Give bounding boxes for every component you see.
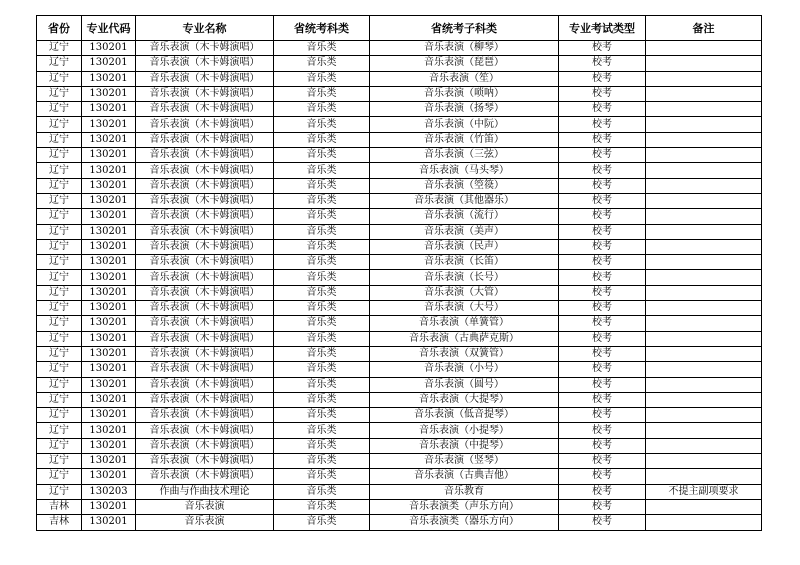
- cell-remark: [646, 392, 762, 407]
- cell-remark: 不提主副项要求: [646, 484, 762, 499]
- cell-province: 辽宁: [37, 270, 82, 285]
- cell-exam-type: 校考: [559, 301, 646, 316]
- header-exam-type: 专业考试类型: [559, 16, 646, 41]
- cell-exam-category: 音乐类: [274, 71, 370, 86]
- cell-remark: [646, 224, 762, 239]
- cell-exam-category: 音乐类: [274, 316, 370, 331]
- cell-exam-subcategory: 音乐表演（中阮）: [370, 117, 559, 132]
- cell-exam-category: 音乐类: [274, 423, 370, 438]
- table-row: [37, 316, 762, 331]
- table-row: [37, 255, 762, 270]
- cell-name: 音乐表演（木卡姆演唱）: [136, 163, 274, 178]
- cell-name: 音乐表演（木卡姆演唱）: [136, 285, 274, 300]
- cell-code: 130201: [82, 178, 136, 193]
- cell-exam-category: 音乐类: [274, 193, 370, 208]
- cell-name: 音乐表演（木卡姆演唱）: [136, 270, 274, 285]
- cell-remark: [646, 346, 762, 361]
- cell-exam-type: 校考: [559, 102, 646, 117]
- cell-code: 130201: [82, 255, 136, 270]
- table-row: [37, 71, 762, 86]
- cell-remark: [646, 239, 762, 254]
- cell-exam-type: 校考: [559, 209, 646, 224]
- cell-exam-category: 音乐类: [274, 499, 370, 514]
- cell-remark: [646, 270, 762, 285]
- cell-name: 音乐表演（木卡姆演唱）: [136, 148, 274, 163]
- table-row: [37, 285, 762, 300]
- cell-exam-subcategory: 音乐表演（小提琴）: [370, 423, 559, 438]
- cell-exam-subcategory: 音乐教育: [370, 484, 559, 499]
- cell-exam-type: 校考: [559, 178, 646, 193]
- cell-province: 辽宁: [37, 163, 82, 178]
- header-remark: 备注: [646, 16, 762, 41]
- cell-exam-subcategory: 音乐表演（美声）: [370, 224, 559, 239]
- cell-exam-type: 校考: [559, 132, 646, 147]
- cell-name: 音乐表演（木卡姆演唱）: [136, 102, 274, 117]
- cell-exam-type: 校考: [559, 285, 646, 300]
- cell-exam-type: 校考: [559, 117, 646, 132]
- cell-province: 辽宁: [37, 454, 82, 469]
- cell-exam-category: 音乐类: [274, 408, 370, 423]
- cell-exam-subcategory: 音乐表演（圆号）: [370, 377, 559, 392]
- cell-exam-type: 校考: [559, 392, 646, 407]
- cell-name: 音乐表演（木卡姆演唱）: [136, 362, 274, 377]
- cell-exam-category: 音乐类: [274, 178, 370, 193]
- cell-exam-category: 音乐类: [274, 377, 370, 392]
- cell-code: 130201: [82, 117, 136, 132]
- cell-code: 130201: [82, 316, 136, 331]
- cell-exam-category: 音乐类: [274, 209, 370, 224]
- table-row: [37, 102, 762, 117]
- cell-name: 音乐表演: [136, 499, 274, 514]
- cell-code: 130201: [82, 102, 136, 117]
- cell-exam-subcategory: 音乐表演类（声乐方向）: [370, 499, 559, 514]
- cell-code: 130201: [82, 346, 136, 361]
- cell-province: 辽宁: [37, 239, 82, 254]
- cell-exam-type: 校考: [559, 224, 646, 239]
- cell-remark: [646, 193, 762, 208]
- table-row: [37, 224, 762, 239]
- table-row: [37, 454, 762, 469]
- cell-exam-category: 音乐类: [274, 362, 370, 377]
- table-row: [37, 331, 762, 346]
- cell-exam-type: 校考: [559, 454, 646, 469]
- cell-exam-category: 音乐类: [274, 285, 370, 300]
- cell-code: 130201: [82, 469, 136, 484]
- cell-exam-subcategory: 音乐表演（民声）: [370, 239, 559, 254]
- cell-name: 音乐表演（木卡姆演唱）: [136, 346, 274, 361]
- cell-name: 音乐表演（木卡姆演唱）: [136, 408, 274, 423]
- cell-province: 辽宁: [37, 86, 82, 101]
- cell-exam-category: 音乐类: [274, 301, 370, 316]
- cell-remark: [646, 178, 762, 193]
- cell-remark: [646, 102, 762, 117]
- table-body: [37, 41, 762, 531]
- cell-exam-type: 校考: [559, 56, 646, 71]
- cell-exam-type: 校考: [559, 86, 646, 101]
- cell-exam-subcategory: 音乐表演（小号）: [370, 362, 559, 377]
- cell-province: 辽宁: [37, 148, 82, 163]
- header-row: [37, 16, 762, 41]
- cell-exam-subcategory: 音乐表演（箜篌）: [370, 178, 559, 193]
- cell-code: 130201: [82, 438, 136, 453]
- cell-exam-subcategory: 音乐表演类（器乐方向）: [370, 515, 559, 530]
- cell-name: 音乐表演（木卡姆演唱）: [136, 239, 274, 254]
- cell-remark: [646, 148, 762, 163]
- cell-exam-category: 音乐类: [274, 86, 370, 101]
- cell-province: 辽宁: [37, 117, 82, 132]
- cell-remark: [646, 515, 762, 530]
- table-row: [37, 178, 762, 193]
- cell-province: 辽宁: [37, 193, 82, 208]
- cell-province: 辽宁: [37, 102, 82, 117]
- table-row: [37, 132, 762, 147]
- cell-exam-type: 校考: [559, 408, 646, 423]
- cell-exam-category: 音乐类: [274, 255, 370, 270]
- cell-code: 130201: [82, 362, 136, 377]
- cell-exam-subcategory: 音乐表演（大提琴）: [370, 392, 559, 407]
- table-row: [37, 515, 762, 530]
- cell-exam-category: 音乐类: [274, 270, 370, 285]
- cell-exam-type: 校考: [559, 255, 646, 270]
- cell-remark: [646, 132, 762, 147]
- table-row: [37, 346, 762, 361]
- table-row: [37, 163, 762, 178]
- cell-remark: [646, 56, 762, 71]
- cell-exam-type: 校考: [559, 163, 646, 178]
- cell-name: 作曲与作曲技术理论: [136, 484, 274, 499]
- cell-code: 130201: [82, 239, 136, 254]
- admissions-table-container: [36, 15, 761, 531]
- header-province: 省份: [37, 16, 82, 41]
- cell-code: 130201: [82, 71, 136, 86]
- cell-name: 音乐表演（木卡姆演唱）: [136, 209, 274, 224]
- cell-exam-subcategory: 音乐表演（低音提琴）: [370, 408, 559, 423]
- table-row: [37, 117, 762, 132]
- cell-remark: [646, 438, 762, 453]
- cell-province: 辽宁: [37, 41, 82, 56]
- cell-province: 辽宁: [37, 377, 82, 392]
- cell-code: 130201: [82, 515, 136, 530]
- cell-province: 辽宁: [37, 132, 82, 147]
- cell-code: 130201: [82, 377, 136, 392]
- cell-exam-type: 校考: [559, 193, 646, 208]
- cell-name: 音乐表演（木卡姆演唱）: [136, 331, 274, 346]
- header-exam-subcategory: 省统考子科类: [370, 16, 559, 41]
- cell-exam-category: 音乐类: [274, 454, 370, 469]
- cell-name: 音乐表演（木卡姆演唱）: [136, 377, 274, 392]
- cell-exam-subcategory: 音乐表演（单簧管）: [370, 316, 559, 331]
- cell-code: 130201: [82, 331, 136, 346]
- table-row: [37, 423, 762, 438]
- cell-exam-type: 校考: [559, 71, 646, 86]
- cell-code: 130201: [82, 454, 136, 469]
- cell-code: 130201: [82, 270, 136, 285]
- cell-code: 130201: [82, 86, 136, 101]
- cell-province: 辽宁: [37, 209, 82, 224]
- cell-exam-subcategory: 音乐表演（其他器乐）: [370, 193, 559, 208]
- cell-province: 辽宁: [37, 438, 82, 453]
- table-row: [37, 239, 762, 254]
- cell-exam-type: 校考: [559, 239, 646, 254]
- cell-remark: [646, 316, 762, 331]
- cell-province: 辽宁: [37, 71, 82, 86]
- cell-exam-type: 校考: [559, 331, 646, 346]
- cell-province: 吉林: [37, 515, 82, 530]
- table-row: [37, 484, 762, 499]
- cell-remark: [646, 41, 762, 56]
- cell-exam-subcategory: 音乐表演（竹笛）: [370, 132, 559, 147]
- cell-remark: [646, 163, 762, 178]
- cell-exam-category: 音乐类: [274, 132, 370, 147]
- cell-exam-subcategory: 音乐表演（流行）: [370, 209, 559, 224]
- cell-code: 130203: [82, 484, 136, 499]
- table-row: [37, 148, 762, 163]
- table-row: [37, 270, 762, 285]
- table-row: [37, 56, 762, 71]
- cell-exam-subcategory: 音乐表演（长号）: [370, 270, 559, 285]
- cell-exam-subcategory: 音乐表演（马头琴）: [370, 163, 559, 178]
- cell-remark: [646, 377, 762, 392]
- cell-name: 音乐表演（木卡姆演唱）: [136, 41, 274, 56]
- table-header: [37, 16, 762, 41]
- cell-exam-subcategory: 音乐表演（大管）: [370, 285, 559, 300]
- cell-code: 130201: [82, 499, 136, 514]
- cell-remark: [646, 499, 762, 514]
- cell-name: 音乐表演: [136, 515, 274, 530]
- cell-remark: [646, 469, 762, 484]
- cell-name: 音乐表演（木卡姆演唱）: [136, 132, 274, 147]
- cell-exam-category: 音乐类: [274, 56, 370, 71]
- cell-exam-type: 校考: [559, 423, 646, 438]
- cell-exam-type: 校考: [559, 316, 646, 331]
- cell-exam-type: 校考: [559, 515, 646, 530]
- cell-code: 130201: [82, 392, 136, 407]
- table-row: [37, 408, 762, 423]
- cell-exam-subcategory: 音乐表演（双簧管）: [370, 346, 559, 361]
- cell-remark: [646, 117, 762, 132]
- cell-exam-category: 音乐类: [274, 148, 370, 163]
- cell-name: 音乐表演（木卡姆演唱）: [136, 454, 274, 469]
- cell-exam-subcategory: 音乐表演（扬琴）: [370, 102, 559, 117]
- cell-exam-subcategory: 音乐表演（竖琴）: [370, 454, 559, 469]
- cell-name: 音乐表演（木卡姆演唱）: [136, 178, 274, 193]
- cell-exam-subcategory: 音乐表演（三弦）: [370, 148, 559, 163]
- cell-province: 辽宁: [37, 316, 82, 331]
- cell-exam-type: 校考: [559, 499, 646, 514]
- cell-remark: [646, 301, 762, 316]
- table-row: [37, 499, 762, 514]
- cell-remark: [646, 331, 762, 346]
- cell-exam-subcategory: 音乐表演（琵琶）: [370, 56, 559, 71]
- cell-exam-type: 校考: [559, 346, 646, 361]
- cell-province: 辽宁: [37, 331, 82, 346]
- cell-code: 130201: [82, 132, 136, 147]
- table-row: [37, 377, 762, 392]
- cell-province: 辽宁: [37, 285, 82, 300]
- cell-exam-type: 校考: [559, 484, 646, 499]
- cell-code: 130201: [82, 408, 136, 423]
- table-row: [37, 362, 762, 377]
- cell-exam-subcategory: 音乐表演（中提琴）: [370, 438, 559, 453]
- cell-exam-subcategory: 音乐表演（唢呐）: [370, 86, 559, 101]
- cell-exam-category: 音乐类: [274, 392, 370, 407]
- cell-province: 辽宁: [37, 362, 82, 377]
- cell-exam-subcategory: 音乐表演（古典萨克斯）: [370, 331, 559, 346]
- cell-remark: [646, 209, 762, 224]
- cell-name: 音乐表演（木卡姆演唱）: [136, 255, 274, 270]
- cell-exam-category: 音乐类: [274, 346, 370, 361]
- table-row: [37, 209, 762, 224]
- cell-exam-type: 校考: [559, 148, 646, 163]
- cell-exam-type: 校考: [559, 41, 646, 56]
- cell-name: 音乐表演（木卡姆演唱）: [136, 224, 274, 239]
- header-code: 专业代码: [82, 16, 136, 41]
- cell-exam-category: 音乐类: [274, 515, 370, 530]
- cell-name: 音乐表演（木卡姆演唱）: [136, 71, 274, 86]
- cell-province: 辽宁: [37, 346, 82, 361]
- cell-exam-category: 音乐类: [274, 41, 370, 56]
- table-row: [37, 438, 762, 453]
- cell-province: 吉林: [37, 499, 82, 514]
- cell-exam-category: 音乐类: [274, 438, 370, 453]
- cell-name: 音乐表演（木卡姆演唱）: [136, 301, 274, 316]
- table-row: [37, 392, 762, 407]
- cell-exam-category: 音乐类: [274, 469, 370, 484]
- header-exam-category: 省统考科类: [274, 16, 370, 41]
- cell-province: 辽宁: [37, 56, 82, 71]
- cell-remark: [646, 362, 762, 377]
- table-row: [37, 301, 762, 316]
- cell-code: 130201: [82, 148, 136, 163]
- cell-remark: [646, 285, 762, 300]
- cell-remark: [646, 86, 762, 101]
- cell-province: 辽宁: [37, 408, 82, 423]
- cell-exam-subcategory: 音乐表演（柳琴）: [370, 41, 559, 56]
- cell-code: 130201: [82, 423, 136, 438]
- cell-remark: [646, 71, 762, 86]
- cell-code: 130201: [82, 285, 136, 300]
- cell-exam-category: 音乐类: [274, 331, 370, 346]
- cell-name: 音乐表演（木卡姆演唱）: [136, 117, 274, 132]
- cell-exam-type: 校考: [559, 469, 646, 484]
- cell-remark: [646, 454, 762, 469]
- cell-remark: [646, 423, 762, 438]
- cell-code: 130201: [82, 301, 136, 316]
- cell-name: 音乐表演（木卡姆演唱）: [136, 392, 274, 407]
- table-row: [37, 193, 762, 208]
- cell-exam-type: 校考: [559, 270, 646, 285]
- cell-name: 音乐表演（木卡姆演唱）: [136, 423, 274, 438]
- cell-exam-category: 音乐类: [274, 117, 370, 132]
- cell-province: 辽宁: [37, 224, 82, 239]
- cell-code: 130201: [82, 209, 136, 224]
- cell-name: 音乐表演（木卡姆演唱）: [136, 469, 274, 484]
- cell-exam-type: 校考: [559, 377, 646, 392]
- cell-exam-type: 校考: [559, 438, 646, 453]
- cell-exam-subcategory: 音乐表演（笙）: [370, 71, 559, 86]
- table-row: [37, 86, 762, 101]
- cell-exam-category: 音乐类: [274, 239, 370, 254]
- cell-exam-category: 音乐类: [274, 102, 370, 117]
- cell-name: 音乐表演（木卡姆演唱）: [136, 56, 274, 71]
- cell-exam-subcategory: 音乐表演（大号）: [370, 301, 559, 316]
- cell-code: 130201: [82, 163, 136, 178]
- cell-remark: [646, 408, 762, 423]
- header-name: 专业名称: [136, 16, 274, 41]
- cell-exam-subcategory: 音乐表演（长笛）: [370, 255, 559, 270]
- cell-exam-category: 音乐类: [274, 224, 370, 239]
- cell-code: 130201: [82, 193, 136, 208]
- table-row: [37, 41, 762, 56]
- cell-exam-type: 校考: [559, 362, 646, 377]
- cell-province: 辽宁: [37, 469, 82, 484]
- cell-name: 音乐表演（木卡姆演唱）: [136, 316, 274, 331]
- cell-exam-category: 音乐类: [274, 484, 370, 499]
- cell-name: 音乐表演（木卡姆演唱）: [136, 193, 274, 208]
- cell-name: 音乐表演（木卡姆演唱）: [136, 438, 274, 453]
- cell-exam-subcategory: 音乐表演（古典吉他）: [370, 469, 559, 484]
- cell-exam-category: 音乐类: [274, 163, 370, 178]
- cell-code: 130201: [82, 41, 136, 56]
- cell-province: 辽宁: [37, 301, 82, 316]
- table-row: [37, 469, 762, 484]
- cell-code: 130201: [82, 224, 136, 239]
- cell-code: 130201: [82, 56, 136, 71]
- cell-province: 辽宁: [37, 392, 82, 407]
- admissions-table: [36, 15, 762, 531]
- cell-province: 辽宁: [37, 255, 82, 270]
- cell-province: 辽宁: [37, 423, 82, 438]
- cell-province: 辽宁: [37, 484, 82, 499]
- cell-name: 音乐表演（木卡姆演唱）: [136, 86, 274, 101]
- cell-remark: [646, 255, 762, 270]
- cell-province: 辽宁: [37, 178, 82, 193]
